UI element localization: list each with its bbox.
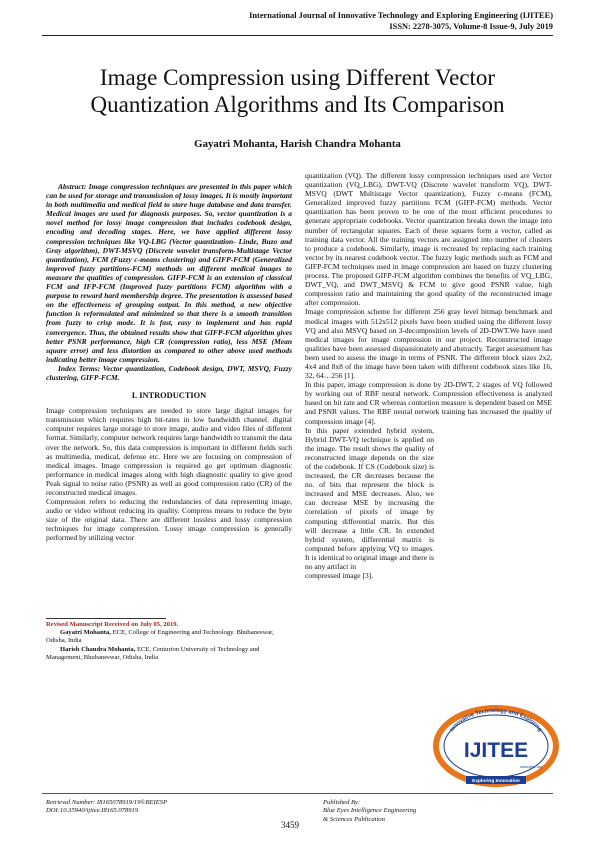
author2-name: Harish Chandra Mohanta, — [60, 645, 136, 653]
publisher-line-2: & Sciences Publication — [323, 815, 385, 823]
abstract-label: Abstract — [58, 182, 84, 191]
right-paragraph-5: compressed image [3]. — [305, 571, 374, 581]
logo-tagline: Exploring Innovation — [472, 779, 520, 784]
paper-title — [40, 64, 555, 118]
header-rule — [42, 35, 553, 36]
author1-aff-text: ECE, College of Engineering and Technology. Bhubaneswar, Odisha, India — [46, 629, 274, 645]
logo-arc-text: Innovative Technology and Exploring — [449, 707, 543, 733]
retrieval-number: Retrieval Number: I8165078919/19©BEIESP — [46, 799, 168, 806]
footer-publisher — [323, 799, 416, 824]
left-column — [46, 182, 292, 543]
footer-rule — [42, 793, 553, 794]
intro-paragraph-1: Image compression techniques are needed to store large digital images for transmission which requires high bit-rates in low bandwidth channel. digital computer requires large storage to store image, audio and video files of different format. Similarly, computer network requires large bandwidth to transmit the data over the network. So, this data compression is important in different fields such as multimedia, medical, defense etc. Here we are focusing on compression of medical images. Image compression is required go get optimum diagnostic performance in medical images along with high diagnostic quality to give good Peak signal to noise ratio (PSNR) as well as good compression ratio (CR) of the reconstructed medical images. — [46, 406, 292, 497]
index-terms — [46, 364, 292, 382]
ijitee-logo — [430, 702, 562, 790]
logo-name: IJITEE — [463, 739, 529, 762]
title-line-2: Quantization Algorithms and Its Comparison — [90, 92, 505, 117]
footnote-rule — [46, 618, 166, 619]
doi: DOI:10.35940/ijitee.I8165.078919 — [46, 807, 139, 815]
right-paragraph-3: In this paper, image compression is done by 2D-DWT, 2 stages of VQ followed by working out of RBF neural network. Compression effectiveness is analyzed based on bit rate and CR whereas contortion measure is dependent based on MSE and PSNR values. The RBF neural network training has increased the quality of compression image [4]. — [305, 380, 552, 426]
abstract — [46, 182, 292, 364]
right-paragraph-2: Image compression scheme for different 256 gray level bitmap benchmark and medical images with 512x512 pixels have been studied using the different lossy VQ and also MSVQ based on 3-decomposition levels of 2D-DWT.We have used medical images for image compression in our project. Reconstructed image qualities have been assessed dispassionately and abstractly. Target assessment has been used to assess the image in terms of PSNR. The different block sizes 2x2, 4x4 and 8x8 of the image have been taken with different codebook sizes like 16, 32, 64…256 [1]. — [305, 307, 552, 381]
author1-name: Gayatri Mohanta, — [60, 629, 111, 637]
journal-name: International Journal of Innovative Technology and Exploring Engineering (IJITEE) — [249, 11, 553, 20]
title-line-1: Image Compression using Different Vector — [99, 65, 496, 90]
author2-affiliation — [46, 646, 292, 662]
abstract-text: : Image compression techniques are presented in this paper which can be used for storage and transmission of lossy images. It is mostly important in both multimedia and medical field to store huge database and data transfer. Medical images are used for diagnosis purposes. So, vector quantization is a novel method for lossy image compression that includes codebook design, encoding and decoding stages. Here, we have applied different lossy compression techniques like VQ-LBG (Vector quantization- Linde, Buzo and Gray algorithm), DWT-MSVQ (Discrete wavelet transform-Multistage Vector quantization), FCM (Fuzzy c-means clustering) and GIFP-FCM (Generalized improved fuzzy partitions-FCM) methods on different medical images to measure the qualities of compression. GIFP-FCM is an extension of classical FCM and IFP-FCM (Improved fuzzy partitions FCM) algorithm with a purpose to reward hard membership degree. The presentation is assessed based on the effectiveness of grouping output. In this method, a new objective function is reformulated and minimized so that there is a smooth transition from fuzzy to crisp mode. It is fast, easy to implement and has rapid convergence. Thus, the obtained results show that GIFP-FCM algorithm gives better PSNR performance, high CR (compression ratio), less MSE (Mean square error) and less distortion as compared to other above used methods indicating better image compression. — [46, 182, 292, 364]
published-by: Published By: — [323, 799, 361, 806]
author1-affiliation — [46, 629, 292, 645]
publisher-line-1: Blue Eyes Intelligence Engineering — [323, 807, 417, 815]
journal-issn: ISSN: 2278-3075, Volume-8 Issue-9, July 2019 — [389, 22, 553, 31]
right-column — [305, 171, 552, 580]
journal-header — [249, 10, 553, 32]
logo-url: www.ijitee.org — [520, 765, 543, 769]
section-heading-introduction: I. INTRODUCTION — [131, 391, 207, 401]
index-terms-label: Index Terms — [58, 363, 98, 373]
right-paragraph-4: In this paper extended hybrid system, Hybrid DWT-VQ technique is applied on the image. The result shows the quality of reconstructed image depends on the size of the codebook. If CS (Codebook size) is increased, the CR decreases because the no. of bits that represent the block is increased and MSE decreases. Also, we can decrease MSE by increasing the correlation of pixels of image by computing differential matrix. But this will decrease a little CR. In extended hybrid system, differential matrix is computed before applying VQ to images. It is identical to original image and there is no any artifact in — [305, 425, 434, 572]
index-terms-text: : Vector quantization, Codebook design, DWT, MSVQ, Fuzzy clustering, GIFP-FCM. — [46, 363, 292, 382]
footer-left — [46, 799, 167, 816]
intro-paragraph-2: Compression refers to reducing the redundancies of data representing image, audio or video without reducing its quality. Compress means to reduce the byte size of the original data. There are different lossless and lossy compression techniques for image compression. Lossy image compression is generally performed by utilizing vector — [46, 497, 292, 543]
page-number: 3459 — [281, 820, 299, 830]
authors: Gayatri Mohanta, Harish Chandra Mohanta — [194, 138, 401, 150]
right-paragraph-1: quantization (VQ). The different lossy compression techniques used are Vector quantization (VQ_LBG), DWT-VQ (Discrete wavelet transform VQ), DWT-MSVQ (DWT Multistage Vector quantization), Fuzzy c-means (FCM), Generalized improved fuzzy partitions FCM (GIFP-FCM) methods. Vector quantization has been proven to be one of the most efficient procedures to generate appropriate codebooks. Vector quantization breaks down the image into number of rectangular squares. Each of these squares form a vector, called as training data vector. All the training vectors are assigned into number of clusters to produce a codebook. Similarly, image is recreated by replacing each training vector by its nearest codebook vector. The fuzzy logic methods such as FCM and GIFP-FCM techniques used in image compression are based on fuzzy clustering process. The proposed GIFP-FCM algorithm combines the benefits of VQ_LBG, DWT_VQ, and DWT_MSVQ & FCM to give good PSNR value, high compression ratio and maintaining the good quality of the reconstructed image after compression. — [305, 171, 552, 308]
author2-aff-text: ECE, Centurion University of Technology and Management, Bhubaneswar, Odisha, India — [46, 645, 260, 661]
received-date: Revised Manuscript Received on July 05, 2019. — [46, 621, 179, 628]
footnotes — [46, 621, 292, 662]
